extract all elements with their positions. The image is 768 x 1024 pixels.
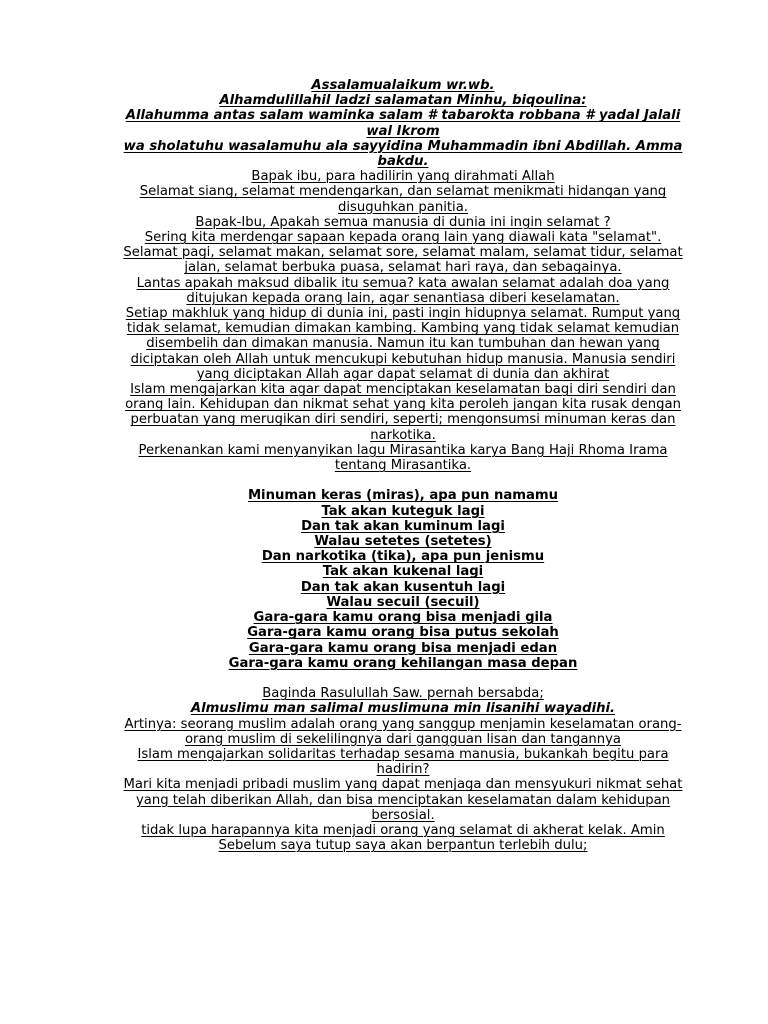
speech-body-part2 bbox=[118, 717, 688, 854]
sholawat-line: wa sholatuhu wasalamuhu ala sayyidina Muhammadin ibni Abdillah. Amma bakdu. bbox=[123, 138, 683, 170]
praise-line: Alhamdulillahil ladzi salamatan Minhu, biqoulina: bbox=[219, 93, 587, 109]
paragraph: tidak lupa harapannya kita menjadi orang yang selamat di akherat kelak. Amin bbox=[141, 822, 665, 838]
paragraph: Islam mengajarkan solidaritas terhadap sesama manusia, bukankah begitu para hadirin? bbox=[137, 746, 669, 778]
paragraph: Mari kita menjadi pribadi muslim yang dapat menjaga dan mensyukuri nikmat sehat yang telah diberikan Allah, dan bisa menciptakan keselamatan dalam kehidupan bersosial. bbox=[123, 777, 683, 823]
lyric-line: Minuman keras (miras), apa pun namamu bbox=[247, 488, 559, 504]
speech-text bbox=[118, 78, 688, 853]
lyric-line: Gara-gara kamu orang bisa menjadi edan bbox=[248, 640, 558, 656]
prayer-line: Allahumma antas salam waminka salam # tabarokta robbana # yadal Jalali wal Ikrom bbox=[125, 108, 681, 139]
spacer bbox=[118, 671, 688, 686]
paragraph: Perkenankan kami menyanyikan lagu Mirasantika karya Bang Haji Rhoma Irama tentang Mirasantika. bbox=[138, 442, 668, 474]
lyric-line: Tak akan kukenal lagi bbox=[322, 564, 484, 580]
lyric-line: Gara-gara kamu orang bisa putus sekolah bbox=[247, 625, 559, 641]
paragraph: Artinya: seorang muslim adalah orang yang sanggup menjamin keselamatan orang-orang muslim di sekelilingnya dari gangguan lisan dan tangannya bbox=[124, 716, 682, 747]
lyric-line: Gara-gara kamu orang kehilangan masa depan bbox=[228, 655, 578, 671]
paragraph: Setiap makhluk yang hidup di dunia ini, pasti ingin hidupnya selamat. Rumput yang tidak selamat, kemudian dimakan kambing. Kambing yang tidak selamat kemudian disembelih dan dimakan manusia. Namun itu kan tumbuhan dan hewan yang diciptakan oleh Allah untuk mencukupi kebutuhan hidup manusia. Manusia sendiri yang diciptakan Allah agar dapat selamat di dunia dan akhirat bbox=[125, 306, 681, 382]
paragraph: Sebelum saya tutup saya akan berpantun terlebih dulu; bbox=[218, 838, 588, 854]
song-lyrics bbox=[118, 488, 688, 670]
lyric-line: Dan narkotika (tika), apa pun jenismu bbox=[261, 549, 545, 565]
paragraph: Bapak-Ibu, Apakah semua manusia di dunia ini ingin selamat ? bbox=[195, 214, 611, 230]
spacer bbox=[118, 473, 688, 488]
lyric-line: Dan tak akan kuminum lagi bbox=[301, 518, 505, 534]
opening-salutation bbox=[118, 78, 688, 169]
hadith-block bbox=[118, 686, 688, 716]
paragraph: Bapak ibu, para hadilirin yang dirahmati Allah bbox=[251, 169, 555, 185]
paragraph: Selamat siang, selamat mendengarkan, dan selamat menikmati hidangan yang disuguhkan panitia. bbox=[139, 184, 667, 215]
lyric-line: Walau secuil (secuil) bbox=[326, 594, 480, 610]
paragraph: Lantas apakah maksud dibalik itu semua? kata awalan selamat adalah doa yang ditujukan kepada orang lain, agar senantiasa diberi keselamatan. bbox=[136, 275, 670, 306]
hadith-quote: Almuslimu man salimal muslimuna min lisanihi wayadihi. bbox=[190, 701, 616, 717]
paragraph: Sering kita merdengar sapaan kepada orang lain yang diawali kata "selamat". Selamat pagi, selamat makan, selamat sore, selamat malam, selamat tidur, selamat jalan, selamat berbuka puasa, selamat hari raya, dan sebagainya. bbox=[123, 230, 683, 276]
speech-body-part1 bbox=[118, 169, 688, 473]
lyric-line: Walau setetes (setetes) bbox=[314, 534, 492, 550]
lyric-line: Dan tak akan kusentuh lagi bbox=[300, 579, 506, 595]
greeting-line: Assalamualaikum wr.wb. bbox=[311, 78, 495, 93]
paragraph: Islam mengajarkan kita agar dapat menciptakan keselamatan bagi diri sendiri dan orang lain. Kehidupan dan nikmat sehat yang kita peroleh jangan kita rusak dengan perbuatan yang merugikan diri sendiri, seperti; mengonsumsi minuman keras dan narkotika. bbox=[125, 382, 681, 443]
lyric-line: Gara-gara kamu orang bisa menjadi gila bbox=[253, 610, 553, 626]
lyric-line: Tak akan kuteguk lagi bbox=[321, 503, 485, 519]
hadith-intro: Baginda Rasulullah Saw. pernah bersabda; bbox=[262, 686, 544, 702]
